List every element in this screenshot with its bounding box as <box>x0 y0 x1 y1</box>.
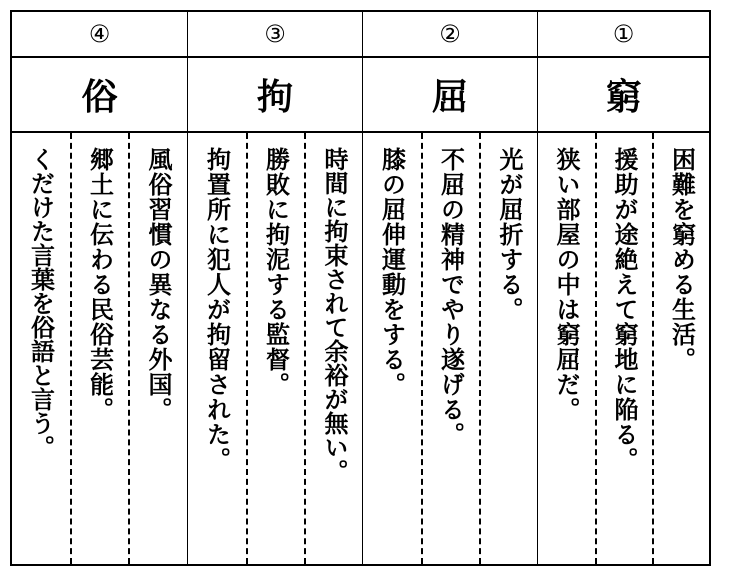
example-sentence: 膝の屈伸運動をする。 <box>377 147 406 397</box>
example-sentence: 光が屈折する。 <box>495 147 523 322</box>
column-number: ④ <box>12 12 187 58</box>
column-number: ③ <box>188 12 362 58</box>
example-sentence: 不屈の精神でやり遂げる。 <box>436 147 465 447</box>
column-3 <box>187 12 362 564</box>
column-number: ② <box>363 12 537 58</box>
sentence-cell <box>421 133 479 564</box>
column-4 <box>12 12 187 564</box>
example-sentence: 拘置所に犯人が拘留された。 <box>202 147 231 472</box>
sentence-cells <box>363 133 537 564</box>
sentence-cells <box>188 133 362 564</box>
sentence-cells <box>12 133 187 564</box>
sentence-cell <box>304 133 363 564</box>
sentence-cell <box>12 133 70 564</box>
sentence-cell <box>246 133 304 564</box>
example-sentence: 風俗習慣の異なる外国。 <box>144 147 172 422</box>
column-kanji: 屈 <box>363 58 537 133</box>
example-sentence: 困難を窮める生活。 <box>667 147 696 372</box>
example-sentence: 勝敗に拘泥する監督。 <box>261 147 290 397</box>
example-sentence: 狭い部屋の中は窮屈だ。 <box>552 147 580 422</box>
sentence-cell <box>538 133 595 564</box>
column-kanji: 俗 <box>12 58 187 133</box>
column-2 <box>362 12 537 564</box>
example-sentence: 郷土に伝わる民俗芸能。 <box>85 147 114 422</box>
sentence-cell <box>70 133 128 564</box>
example-sentence: 援助が途絶えて窮地に陥る。 <box>610 147 638 472</box>
sentence-cell <box>652 133 710 564</box>
column-kanji: 拘 <box>188 58 362 133</box>
sentence-cell <box>363 133 421 564</box>
column-1 <box>537 12 709 564</box>
example-sentence: 時間に拘束されて余裕が無い。 <box>320 147 348 483</box>
column-number: ① <box>538 12 709 58</box>
column-kanji: 窮 <box>538 58 709 133</box>
sentence-cell <box>188 133 246 564</box>
kanji-practice-table <box>10 10 711 566</box>
sentence-cell <box>128 133 187 564</box>
sentence-cell <box>595 133 652 564</box>
sentence-cells <box>538 133 709 564</box>
example-sentence: くだけた言葉を俗語と言う。 <box>26 147 55 459</box>
sentence-cell <box>479 133 538 564</box>
